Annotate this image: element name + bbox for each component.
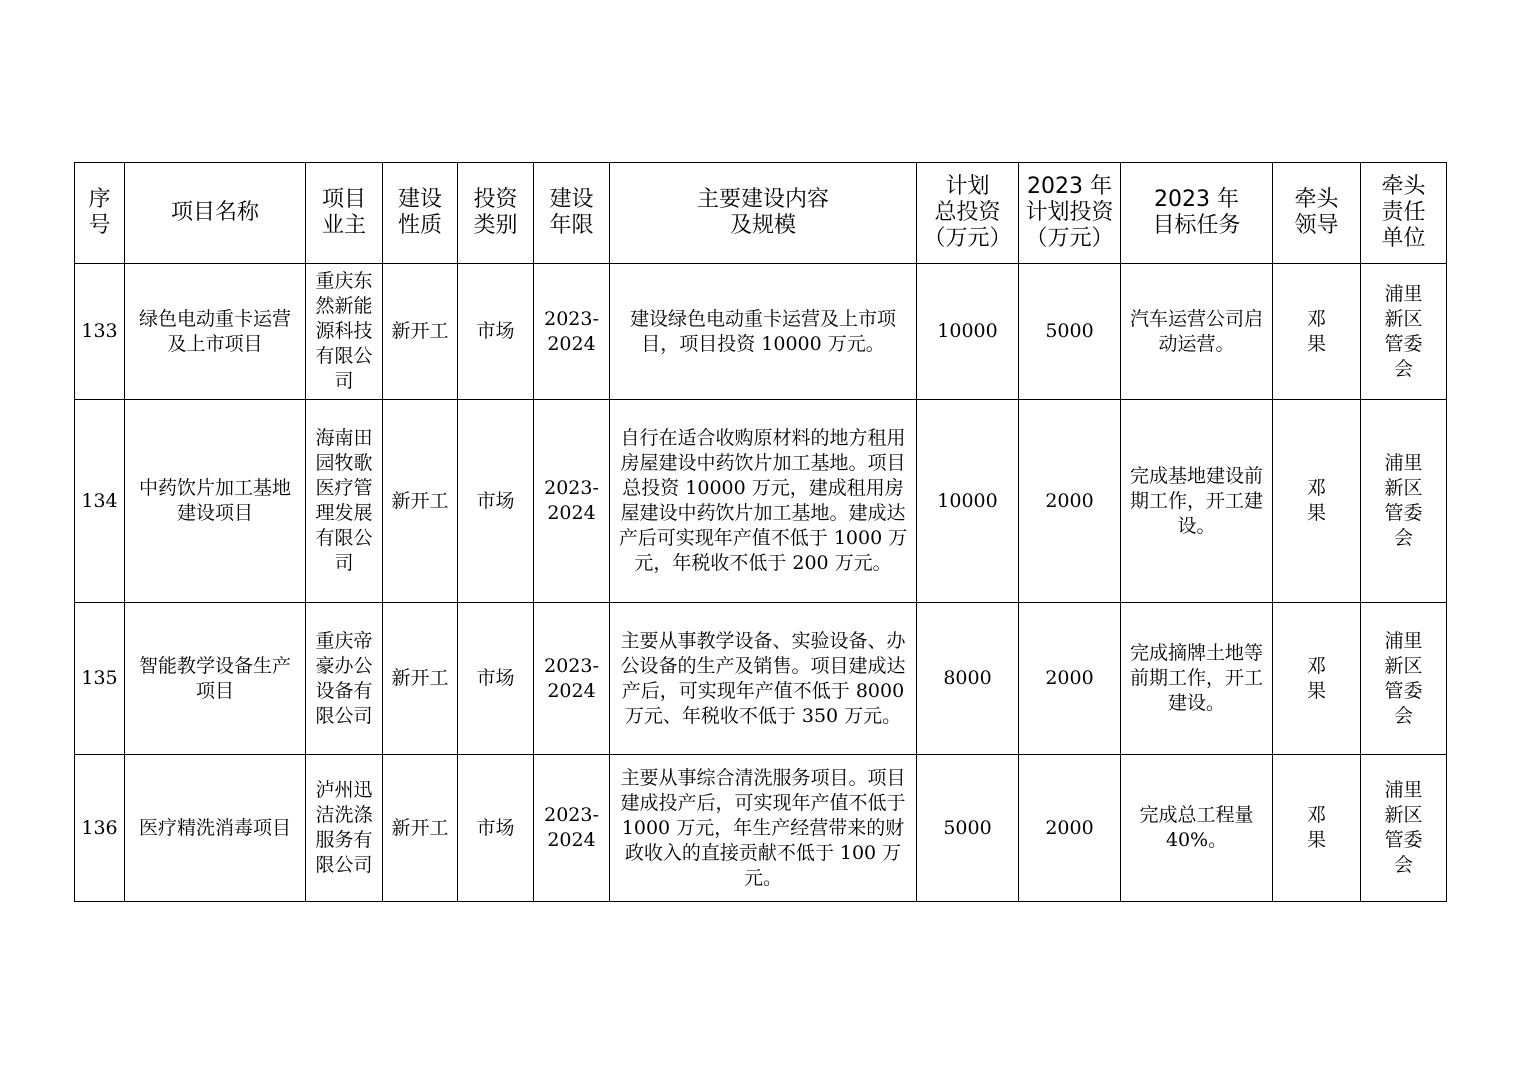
header-content: 主要建设内容 及规模	[610, 163, 917, 264]
cell-target-2023: 完成摘牌土地等前期工作，开工建设。	[1121, 603, 1273, 755]
cell-category: 市场	[458, 603, 534, 755]
cell-total-investment: 5000	[917, 755, 1019, 902]
cell-plan-2023: 5000	[1019, 264, 1121, 400]
header-owner: 项目 业主	[306, 163, 383, 264]
cell-target-2023: 完成总工程量 40%。	[1121, 755, 1273, 902]
cell-seq: 135	[75, 603, 125, 755]
cell-category: 市场	[458, 755, 534, 902]
cell-plan-2023: 2000	[1019, 400, 1121, 603]
cell-plan-2023: 2000	[1019, 603, 1121, 755]
header-row	[75, 163, 1447, 264]
cell-category: 市场	[458, 400, 534, 603]
header-seq: 序 号	[75, 163, 125, 264]
header-name: 项目名称	[125, 163, 306, 264]
cell-plan-2023: 2000	[1019, 755, 1121, 902]
header-category: 投资 类别	[458, 163, 534, 264]
cell-name: 智能教学设备生产项目	[125, 603, 306, 755]
cell-target-2023: 汽车运营公司启动运营。	[1121, 264, 1273, 400]
cell-period: 2023- 2024	[534, 400, 610, 603]
cell-nature: 新开工	[383, 603, 458, 755]
cell-owner: 泸州迅洁洗涤服务有限公司	[306, 755, 383, 902]
cell-period: 2023- 2024	[534, 603, 610, 755]
cell-seq: 134	[75, 400, 125, 603]
cell-seq: 136	[75, 755, 125, 902]
cell-unit: 浦里 新区 管委 会	[1361, 603, 1447, 755]
table-row	[75, 264, 1447, 400]
cell-target-2023: 完成基地建设前期工作，开工建设。	[1121, 400, 1273, 603]
cell-name: 绿色电动重卡运营及上市项目	[125, 264, 306, 400]
header-target-2023: 2023 年 目标任务	[1121, 163, 1273, 264]
cell-unit: 浦里 新区 管委 会	[1361, 264, 1447, 400]
table-row	[75, 755, 1447, 902]
header-period: 建设 年限	[534, 163, 610, 264]
cell-total-investment: 8000	[917, 603, 1019, 755]
cell-category: 市场	[458, 264, 534, 400]
project-table	[74, 162, 1447, 902]
cell-leader: 邓果	[1273, 400, 1361, 603]
cell-unit: 浦里 新区 管委 会	[1361, 755, 1447, 902]
header-unit: 牵头 责任 单位	[1361, 163, 1447, 264]
header-plan-2023: 2023 年 计划投资 （万元）	[1019, 163, 1121, 264]
cell-content: 建设绿色电动重卡运营及上市项目，项目投资 10000 万元。	[610, 264, 917, 400]
cell-seq: 133	[75, 264, 125, 400]
header-nature: 建设 性质	[383, 163, 458, 264]
cell-leader: 邓果	[1273, 755, 1361, 902]
cell-content: 主要从事教学设备、实验设备、办公设备的生产及销售。项目建成达产后，可实现年产值不低于 8000 万元、年税收不低于 350 万元。	[610, 603, 917, 755]
cell-owner: 重庆帝豪办公设备有限公司	[306, 603, 383, 755]
cell-name: 中药饮片加工基地建设项目	[125, 400, 306, 603]
header-total-investment: 计划 总投资 （万元）	[917, 163, 1019, 264]
cell-leader: 邓果	[1273, 603, 1361, 755]
header-leader: 牵头 领导	[1273, 163, 1361, 264]
cell-leader: 邓果	[1273, 264, 1361, 400]
cell-nature: 新开工	[383, 755, 458, 902]
cell-total-investment: 10000	[917, 264, 1019, 400]
table-row	[75, 400, 1447, 603]
cell-content: 主要从事综合清洗服务项目。项目建成投产后，可实现年产值不低于 1000 万元，年生产经营带来的财政收入的直接贡献不低于 100 万元。	[610, 755, 917, 902]
table-row	[75, 603, 1447, 755]
cell-period: 2023- 2024	[534, 264, 610, 400]
cell-total-investment: 10000	[917, 400, 1019, 603]
cell-content: 自行在适合收购原材料的地方租用房屋建设中药饮片加工基地。项目总投资 10000 万元，建成租用房屋建设中药饮片加工基地。建成达产后可实现年产值不低于 1000 万元，年税收不低于 200 万元。	[610, 400, 917, 603]
cell-period: 2023- 2024	[534, 755, 610, 902]
cell-owner: 海南田园牧歌医疗管理发展有限公司	[306, 400, 383, 603]
cell-nature: 新开工	[383, 264, 458, 400]
cell-unit: 浦里 新区 管委 会	[1361, 400, 1447, 603]
cell-name: 医疗精洗消毒项目	[125, 755, 306, 902]
cell-owner: 重庆东然新能源科技有限公司	[306, 264, 383, 400]
cell-nature: 新开工	[383, 400, 458, 603]
